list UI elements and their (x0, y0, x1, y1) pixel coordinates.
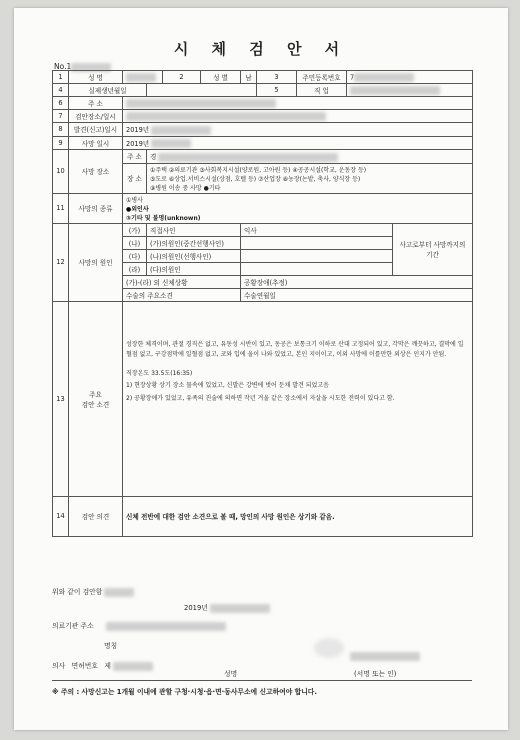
document-title: 시 체 검 안 서 (173, 40, 349, 58)
confirm-line: 위와 같이 검안함 (52, 586, 472, 597)
findings-text: 성장한 체격이며, 관절 경직은 없고, 유동성 시반이 있고, 동공은 보통크기 이하로 산대 고정되어 있고, 각막은 깨끗하고, 결막에 일혈점 없고, 구강점막에 일혈점 없고, 코와 입에 올이 나와 있었고, 본인 지이이고, 이외 사망에 이를만한 외상은 인지가 안됨. 직장온도 33.5도(16:35) 1) 현장상황 상기 장소 물속에 있었고, 신발은 강변에 벗어 둔채 발견 되었고음 2) 공황장애가 있었고, 유족의 진술에 의하면 작년 겨울 같은 장소에서 자살을 시도한 전력이 있다고 함. (123, 301, 473, 496)
exam-date: 2019년 (184, 602, 384, 613)
row-name: 1 성 명 2 성 별 남 3 주민등록번호 7 (53, 71, 473, 84)
institution-address: 의료기관 주소 (52, 620, 472, 631)
institution-seal (314, 638, 464, 661)
row-cause: 12 사망의 원인 (가) 직접사인 익사 사고로부터 사망까지의 기간 (53, 223, 473, 236)
doctor-license: 의사 면허번호 제 (52, 660, 472, 671)
row-birth: 4 실제생년월일 5 직 업 (53, 84, 473, 97)
certificate-page (14, 8, 508, 730)
row-death-type: 11 사망의 종류 ①병사 ●외인사 ③기타 및 불명(unknown) (53, 193, 473, 223)
institution-name-label: 명칭 (104, 642, 118, 650)
row-found-date: 8 발견(신고)일시 2019년 (53, 123, 473, 137)
row-address: 6 주 소 (53, 97, 473, 110)
signature-hint: (서명 또는 인) (354, 670, 397, 678)
document-number: No.1 (54, 62, 111, 72)
row-findings: 13 주요 검안 소견 성장한 체격이며, 관절 경직은 없고, 유동성 시반이 있고, 동공은 보통크기 이하로 산대 고정되어 있고, 각막은 깨끗하고, 결막에 일혈점 없고, 구강점막에 일혈점 없고, 코와 입에 올이 나와 있었고, 본인 지이이고, 이외 사망에 이를만한 외상은 인지가 안됨. 직장온도 33.5도(16:35) 1) 현장상황 상기 장소 물속에 있었고, 신발은 강변에 벗어 둔채 발견 되었고음 2) 공황장애가 있었고, 유족의 진술에 의하면 작년 겨울 같은 장소에서 자살을 시도한 전력이 있다고 함. (53, 301, 473, 496)
row-death-place: 10 사망 장소 주 소 경 (53, 150, 473, 164)
rrn-value: 7 (347, 71, 473, 84)
selected-death-type: ●외인사 (126, 205, 149, 213)
place-options: ①주택 ②의료기관 ③사회복지시설(양로원, 고아원 등) ④공공시설(학교, 운동장 등) ⑤도로 ⑥상업.서비스시설(상점, 호텔 등) ⑦산업장 ⑧농장(논밭, 축사, 양식장 등) ⑨병원 이송 중 사망 ●기타 (147, 163, 473, 193)
row-exam-place: 7 검안장소/일시 (53, 110, 473, 123)
certificate-table: 1 성 명 2 성 별 남 3 주민등록번호 7 4 실제생년월일 5 직 업 6 주 소 7 검안장소/일시 8 발견(신고)일시 2019년 9 사망 일시 2019년 10 사망 장소 주 소 경 장 소 ①주택 ②의료기관 ③사회복지시설(양로원, 고아원 등) ④공공시설(학교, 운동장 등) ⑤도로 ⑥상업.서비스시설(상점, 호텔 등) ⑦산업장 ⑧농장(논밭, 축사, 양식장 등) ⑨병원 이송 중 사망 ●기타 11 사망의 종류 ①병사 ●외인사 ③기타 및 불명(unknown) 12 사망의 원인 (가) 직접사인 익사 사고로부터 사망까지의 기간 (나) (가)의원인(중간선행사인) (다) (나)의원인(선행사인) (라) (다)의원인 (가)-(라) 외 신체상황 공황장애(추정) 수술의 주요소견 수술연월일 13 주요 검안 소견 성장한 체격이며, 관절 경직은 없고, 유동성 시반이 있고, 동공은 보통크기 이하로 산대 고정되어 있고, 각막은 깨끗하고, 결막에 일혈점 없고, 구강점막에 일혈점 없고, 코와 입에 올이 나와 있었고, 본인 지이이고, 이외 사망에 이를만한 외상은 인지가 안됨. 직장온도 33.5도(16:35) 1) 현장상황 상기 장소 물속에 있었고, 신발은 강변에 벗어 둔채 발견 되었고음 2) 공황장애가 있었고, 유족의 진술에 의하면 작년 겨울 같은 장소에서 자살을 시도한 전력이 있다고 함. 14 검안 의견 신체 전반에 대한 검안 소견으로 볼 때, 망인의 사망 원인은 상기와 같음. (52, 70, 473, 537)
footer-divider (52, 680, 472, 681)
name-value (123, 71, 163, 84)
footer-note: ※ 주의 : 사망신고는 1개월 이내에 관할 구청·시청·읍·면·동사무소에 신고하여야 합니다. (52, 688, 317, 696)
signature-name-label: 성명 (224, 670, 238, 678)
row-opinion: 14 검안 의견 신체 전반에 대한 검안 소견으로 볼 때, 망인의 사망 원인은 상기와 같음. (53, 496, 473, 536)
row-death-date: 9 사망 일시 2019년 (53, 136, 473, 150)
